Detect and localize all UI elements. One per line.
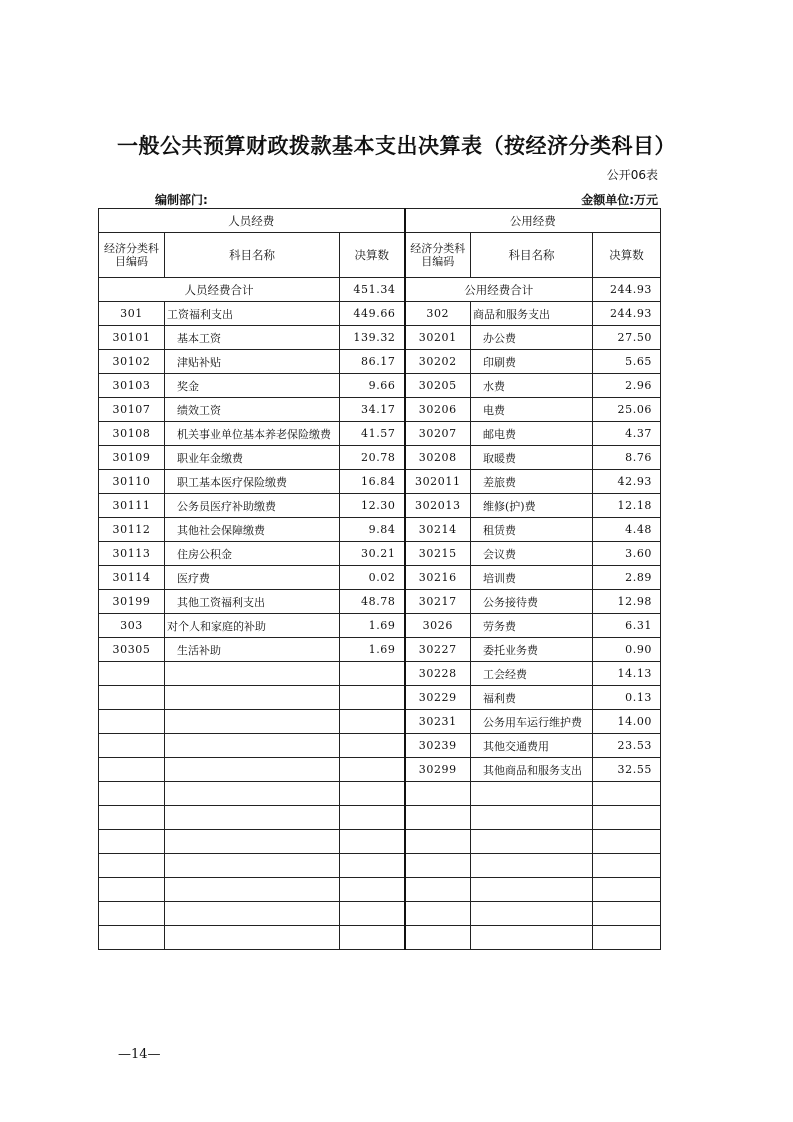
left-name-cell <box>165 686 340 710</box>
left-name-cell <box>165 710 340 734</box>
right-amount-cell: 14.00 <box>593 710 661 734</box>
left-name-cell: 生活补助 <box>165 638 340 662</box>
right-code-cell: 3026 <box>405 614 471 638</box>
right-amount-cell <box>593 878 661 902</box>
left-amount-cell <box>340 710 405 734</box>
right-code-cell <box>405 830 471 854</box>
left-amount-cell <box>340 830 405 854</box>
right-amount-cell: 27.50 <box>593 326 661 350</box>
table-row <box>99 590 661 614</box>
right-name-cell: 工会经费 <box>471 662 593 686</box>
page-title: 一般公共预算财政拨款基本支出决算表（按经济分类科目） <box>117 134 676 158</box>
left-name-cell <box>165 758 340 782</box>
left-name-cell <box>165 662 340 686</box>
right-amount-cell <box>593 830 661 854</box>
left-code-cell: 30305 <box>99 638 165 662</box>
right-name-cell: 福利费 <box>471 686 593 710</box>
right-code-cell: 30201 <box>405 326 471 350</box>
right-code-cell: 30229 <box>405 686 471 710</box>
right-code-cell: 30206 <box>405 398 471 422</box>
right-name-cell: 商品和服务支出 <box>471 302 593 326</box>
right-code-cell <box>405 926 471 950</box>
right-amount-cell <box>593 782 661 806</box>
right-amount-cell: 23.53 <box>593 734 661 758</box>
col-header-code-left: 经济分类科目编码 <box>99 233 165 278</box>
table-row <box>99 734 661 758</box>
left-name-cell <box>165 734 340 758</box>
right-name-cell <box>471 854 593 878</box>
left-name-cell <box>165 902 340 926</box>
personnel-total-value: 451.34 <box>340 278 405 302</box>
table-row <box>99 350 661 374</box>
left-name-cell: 绩效工资 <box>165 398 340 422</box>
totals-row <box>99 278 661 302</box>
right-amount-cell: 244.93 <box>593 302 661 326</box>
right-code-cell: 30231 <box>405 710 471 734</box>
right-amount-cell <box>593 854 661 878</box>
left-amount-cell <box>340 686 405 710</box>
left-name-cell: 职工基本医疗保险缴费 <box>165 470 340 494</box>
right-name-cell: 委托业务费 <box>471 638 593 662</box>
right-amount-cell: 6.31 <box>593 614 661 638</box>
right-name-cell: 其他交通费用 <box>471 734 593 758</box>
left-code-cell <box>99 734 165 758</box>
col-header-amount-right: 决算数 <box>593 233 661 278</box>
right-amount-cell: 4.37 <box>593 422 661 446</box>
left-code-cell <box>99 686 165 710</box>
table-row <box>99 518 661 542</box>
left-code-cell: 30110 <box>99 470 165 494</box>
right-code-cell: 30227 <box>405 638 471 662</box>
left-code-cell <box>99 758 165 782</box>
left-name-cell <box>165 830 340 854</box>
table-row <box>99 662 661 686</box>
right-name-cell: 差旅费 <box>471 470 593 494</box>
left-amount-cell: 1.69 <box>340 638 405 662</box>
left-amount-cell: 1.69 <box>340 614 405 638</box>
table-row <box>99 398 661 422</box>
left-name-cell: 职业年金缴费 <box>165 446 340 470</box>
left-code-cell: 30111 <box>99 494 165 518</box>
column-header-row <box>99 233 661 278</box>
right-code-cell <box>405 854 471 878</box>
right-name-cell: 取暖费 <box>471 446 593 470</box>
left-amount-cell: 139.32 <box>340 326 405 350</box>
right-amount-cell: 25.06 <box>593 398 661 422</box>
left-code-cell: 30101 <box>99 326 165 350</box>
left-code-cell: 30112 <box>99 518 165 542</box>
left-name-cell: 对个人和家庭的补助 <box>165 614 340 638</box>
left-name-cell: 住房公积金 <box>165 542 340 566</box>
left-amount-cell <box>340 734 405 758</box>
left-name-cell: 其他社会保障缴费 <box>165 518 340 542</box>
right-name-cell <box>471 902 593 926</box>
left-code-cell: 301 <box>99 302 165 326</box>
left-code-cell: 30113 <box>99 542 165 566</box>
right-amount-cell: 42.93 <box>593 470 661 494</box>
right-name-cell: 其他商品和服务支出 <box>471 758 593 782</box>
right-code-cell: 30239 <box>405 734 471 758</box>
table-row <box>99 902 661 926</box>
left-name-cell: 津贴补贴 <box>165 350 340 374</box>
personnel-total-label: 人员经费合计 <box>99 278 340 302</box>
right-name-cell <box>471 782 593 806</box>
col-header-code-right: 经济分类科目编码 <box>405 233 471 278</box>
table-row <box>99 470 661 494</box>
left-code-cell: 30107 <box>99 398 165 422</box>
left-amount-cell: 12.30 <box>340 494 405 518</box>
right-name-cell: 培训费 <box>471 566 593 590</box>
right-amount-cell: 32.55 <box>593 758 661 782</box>
right-name-cell <box>471 830 593 854</box>
left-code-cell <box>99 830 165 854</box>
left-amount-cell <box>340 758 405 782</box>
expenditure-table <box>98 208 661 950</box>
group-header-row <box>99 209 661 233</box>
left-name-cell: 机关事业单位基本养老保险缴费 <box>165 422 340 446</box>
right-amount-cell: 0.90 <box>593 638 661 662</box>
left-amount-cell: 0.02 <box>340 566 405 590</box>
table-row <box>99 926 661 950</box>
right-name-cell: 印刷费 <box>471 350 593 374</box>
right-code-cell: 30214 <box>405 518 471 542</box>
left-code-cell <box>99 854 165 878</box>
right-name-cell: 维修(护)费 <box>471 494 593 518</box>
right-name-cell: 租赁费 <box>471 518 593 542</box>
table-row <box>99 878 661 902</box>
unit-label: 金额单位:万元 <box>581 193 658 207</box>
left-amount-cell <box>340 878 405 902</box>
right-code-cell <box>405 806 471 830</box>
left-amount-cell: 9.84 <box>340 518 405 542</box>
left-code-cell: 30102 <box>99 350 165 374</box>
right-name-cell <box>471 878 593 902</box>
right-code-cell: 30228 <box>405 662 471 686</box>
left-code-cell <box>99 782 165 806</box>
group-header-personnel: 人员经费 <box>99 209 405 233</box>
right-code-cell: 30207 <box>405 422 471 446</box>
right-name-cell: 公务接待费 <box>471 590 593 614</box>
table-row <box>99 542 661 566</box>
table-row <box>99 566 661 590</box>
right-amount-cell: 14.13 <box>593 662 661 686</box>
table-row <box>99 710 661 734</box>
left-amount-cell: 16.84 <box>340 470 405 494</box>
left-amount-cell <box>340 662 405 686</box>
right-code-cell: 30205 <box>405 374 471 398</box>
left-code-cell <box>99 710 165 734</box>
left-code-cell: 30103 <box>99 374 165 398</box>
left-amount-cell <box>340 926 405 950</box>
right-name-cell: 邮电费 <box>471 422 593 446</box>
right-code-cell: 30216 <box>405 566 471 590</box>
left-name-cell <box>165 854 340 878</box>
page-number: —14— <box>118 1047 161 1062</box>
left-amount-cell: 20.78 <box>340 446 405 470</box>
left-name-cell: 工资福利支出 <box>165 302 340 326</box>
table-row <box>99 374 661 398</box>
group-header-public: 公用经费 <box>405 209 661 233</box>
left-code-cell: 30109 <box>99 446 165 470</box>
right-amount-cell: 0.13 <box>593 686 661 710</box>
col-header-name-right: 科目名称 <box>471 233 593 278</box>
table-row <box>99 758 661 782</box>
right-code-cell <box>405 878 471 902</box>
left-name-cell <box>165 878 340 902</box>
left-name-cell: 基本工资 <box>165 326 340 350</box>
left-code-cell <box>99 662 165 686</box>
left-code-cell <box>99 926 165 950</box>
public-total-value: 244.93 <box>593 278 661 302</box>
right-name-cell: 劳务费 <box>471 614 593 638</box>
col-header-name-left: 科目名称 <box>165 233 340 278</box>
right-code-cell: 302013 <box>405 494 471 518</box>
left-amount-cell: 86.17 <box>340 350 405 374</box>
left-name-cell: 奖金 <box>165 374 340 398</box>
left-code-cell <box>99 902 165 926</box>
right-amount-cell: 2.89 <box>593 566 661 590</box>
right-name-cell: 公务用车运行维护费 <box>471 710 593 734</box>
left-amount-cell <box>340 902 405 926</box>
right-code-cell: 302011 <box>405 470 471 494</box>
left-amount-cell: 41.57 <box>340 422 405 446</box>
right-amount-cell: 8.76 <box>593 446 661 470</box>
left-code-cell <box>99 878 165 902</box>
col-header-amount-left: 决算数 <box>340 233 405 278</box>
left-amount-cell <box>340 806 405 830</box>
left-code-cell <box>99 806 165 830</box>
table-row <box>99 326 661 350</box>
table-row <box>99 638 661 662</box>
right-amount-cell: 5.65 <box>593 350 661 374</box>
right-code-cell: 30208 <box>405 446 471 470</box>
right-code-cell: 302 <box>405 302 471 326</box>
left-name-cell <box>165 782 340 806</box>
table-row <box>99 422 661 446</box>
right-amount-cell: 3.60 <box>593 542 661 566</box>
left-code-cell: 30114 <box>99 566 165 590</box>
left-amount-cell <box>340 782 405 806</box>
right-amount-cell <box>593 926 661 950</box>
left-code-cell: 30108 <box>99 422 165 446</box>
left-name-cell: 医疗费 <box>165 566 340 590</box>
table-row <box>99 614 661 638</box>
public-total-label: 公用经费合计 <box>405 278 593 302</box>
right-amount-cell: 12.18 <box>593 494 661 518</box>
table-row <box>99 446 661 470</box>
table-row <box>99 686 661 710</box>
right-amount-cell <box>593 806 661 830</box>
left-amount-cell: 9.66 <box>340 374 405 398</box>
left-amount-cell: 34.17 <box>340 398 405 422</box>
table-row <box>99 302 661 326</box>
right-amount-cell: 12.98 <box>593 590 661 614</box>
left-name-cell: 公务员医疗补助缴费 <box>165 494 340 518</box>
right-code-cell <box>405 902 471 926</box>
right-name-cell <box>471 926 593 950</box>
dept-label: 编制部门: <box>155 193 208 207</box>
left-name-cell: 其他工资福利支出 <box>165 590 340 614</box>
form-code: 公开06表 <box>606 168 658 182</box>
left-code-cell: 30199 <box>99 590 165 614</box>
right-name-cell: 电费 <box>471 398 593 422</box>
table-row <box>99 806 661 830</box>
left-amount-cell: 449.66 <box>340 302 405 326</box>
left-amount-cell: 48.78 <box>340 590 405 614</box>
table-row <box>99 782 661 806</box>
right-amount-cell: 4.48 <box>593 518 661 542</box>
right-name-cell: 会议费 <box>471 542 593 566</box>
right-code-cell: 30215 <box>405 542 471 566</box>
table-row <box>99 494 661 518</box>
right-code-cell <box>405 782 471 806</box>
right-amount-cell <box>593 902 661 926</box>
table-row <box>99 854 661 878</box>
right-name-cell: 水费 <box>471 374 593 398</box>
left-name-cell <box>165 806 340 830</box>
right-code-cell: 30202 <box>405 350 471 374</box>
right-amount-cell: 2.96 <box>593 374 661 398</box>
right-name-cell <box>471 806 593 830</box>
right-code-cell: 30299 <box>405 758 471 782</box>
right-code-cell: 30217 <box>405 590 471 614</box>
left-name-cell <box>165 926 340 950</box>
left-code-cell: 303 <box>99 614 165 638</box>
table-row <box>99 830 661 854</box>
left-amount-cell: 30.21 <box>340 542 405 566</box>
left-amount-cell <box>340 854 405 878</box>
right-name-cell: 办公费 <box>471 326 593 350</box>
